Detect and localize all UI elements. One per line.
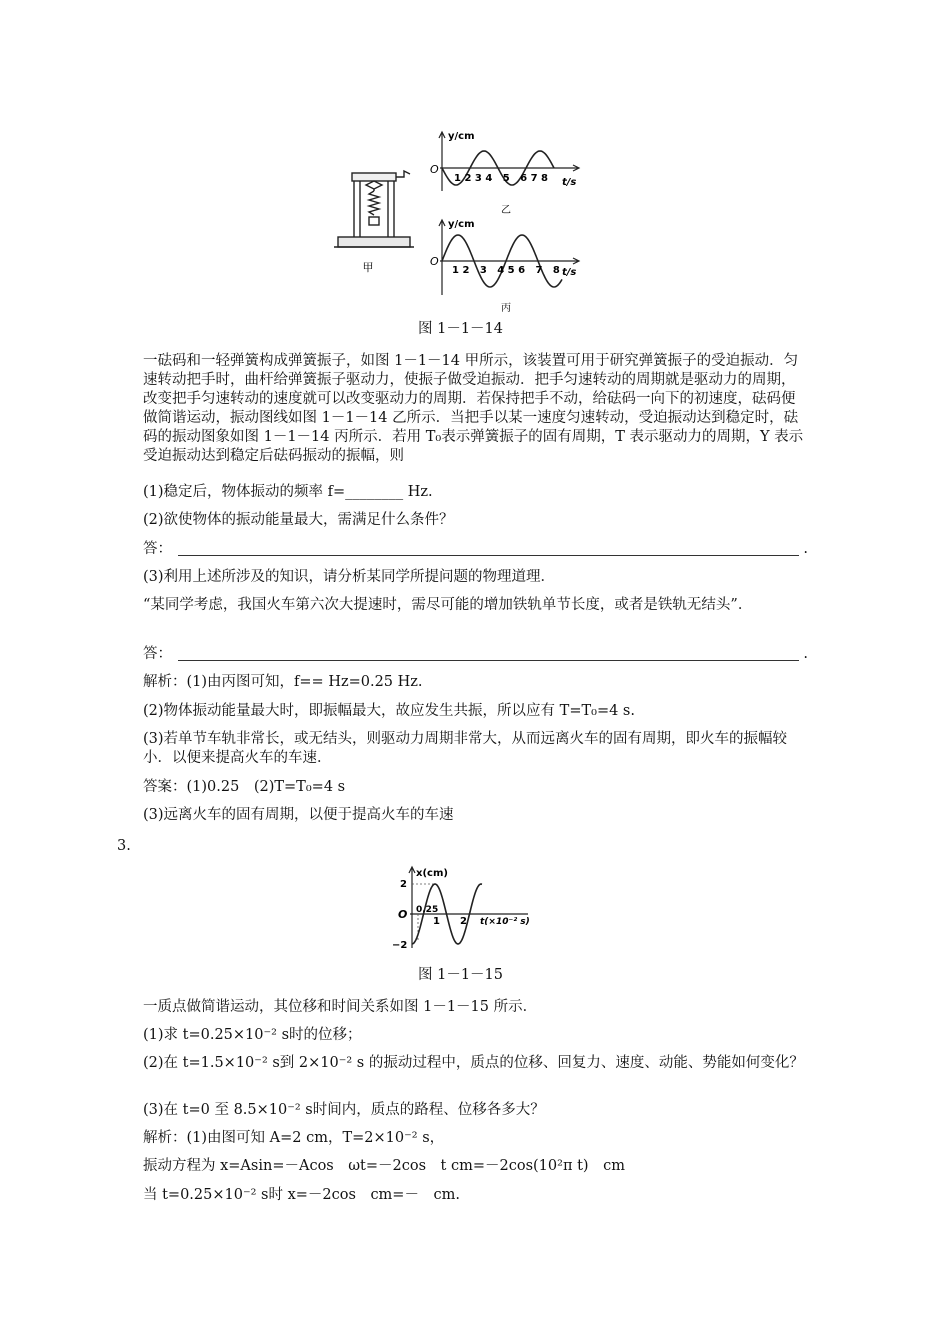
graph-c-ticks: 1 2 3 4 5 6 7 8 bbox=[452, 265, 560, 276]
problem3-number: 3. bbox=[117, 838, 131, 854]
graph-c-xlabel: t/s bbox=[562, 267, 577, 278]
figure-caption-1-1-15: 图 1－1－15 bbox=[418, 967, 504, 983]
graph-b-ticks: 1 2 3 4 5 6 7 8 bbox=[454, 173, 548, 184]
problem2-question-3: (3)利用上述所涉及的知识，请分析某同学所提问题的物理道理． bbox=[143, 569, 556, 585]
answer-end: . bbox=[803, 646, 808, 662]
problem3-question-1: (1)求 t=0.25×10⁻² s时的位移； bbox=[143, 1027, 362, 1043]
figure-caption-1-1-14: 图 1－1－14 bbox=[418, 321, 504, 337]
vibration-graph-c bbox=[430, 219, 579, 314]
problem3-solution-2: 振动方程为 x=Asin=－Acos ωt=－2cos t cm=－2cos(10²π t) cm bbox=[143, 1158, 625, 1174]
graph15-ytop: 2 bbox=[400, 879, 407, 890]
problem2-question-2: (2)欲使物体的振动能量最大，需满足什么条件？ bbox=[143, 512, 454, 528]
graph15-t-1: 1 bbox=[433, 916, 440, 927]
figure-1-1-15 bbox=[390, 862, 540, 960]
spring-oscillator-apparatus bbox=[334, 171, 414, 247]
problem2-intro: 一砝码和一轻弹簧构成弹簧振子，如图 1－1－14 甲所示，该装置可用于研究弹簧振子的受迫振动．匀速转动把手时，曲杆给弹簧振子驱动力，使振子做受迫振动．把手匀速转动的周期就是驱动力的周期，改变把手匀速转动的速度就可以改变驱动力的周期．若保持把手不动，给砝码一向下的初速度，砝码便做简谐运动，振动图线如图 1－1－14 乙所示．当把手以某一速度匀速转动，受迫振动达到稳定时，砝码的振动图象如图 1－1－14 丙所示．若用 T₀表示弹簧振子的固有周期，T 表示驱动力的周期，Y 表示受迫振动达到稳定后砝码振动的振幅，则 bbox=[143, 353, 804, 464]
answer-end: . bbox=[803, 541, 808, 557]
problem3-question-3: (3)在 t=0 至 8.5×10⁻² s时间内，质点的路程、位移各多大？ bbox=[143, 1102, 545, 1118]
problem3-solution-1: 解析：(1)由图可知 A=2 cm，T=2×10⁻² s， bbox=[143, 1130, 445, 1146]
graph15-ybottom: −2 bbox=[392, 940, 408, 951]
problem2-question-1: (1)稳定后，物体振动的频率 f=________ Hz. bbox=[143, 484, 433, 500]
graph-c-label: 丙 bbox=[501, 303, 511, 314]
graph-b-origin: O bbox=[430, 163, 439, 176]
graph15-origin: O bbox=[398, 908, 408, 921]
problem2-solution-3: (3)若单节车轨非常长，或无结头，则驱动力周期非常大，从而远离火车的固有周期，即火车的振幅较小．以便来提高火车的车速． bbox=[143, 731, 788, 766]
graph15-ylabel: x(cm) bbox=[416, 868, 448, 879]
graph-c-ylabel: y/cm bbox=[448, 219, 475, 230]
problem3-solution-3: 当 t=0.25×10⁻² s时 x=－2cos cm=－ cm. bbox=[143, 1187, 460, 1203]
problem3-question-2: (2)在 t=1.5×10⁻² s到 2×10⁻² s 的振动过程中，质点的位移、回复力、速度、动能、势能如何变化？ bbox=[143, 1055, 804, 1071]
vibration-graph-b bbox=[430, 131, 579, 216]
graph15-t-2: 2 bbox=[460, 916, 467, 927]
answer-label: 答： bbox=[143, 646, 172, 662]
graph-b-label: 乙 bbox=[501, 205, 511, 216]
answer-blank bbox=[178, 541, 799, 556]
problem2-solution-2: (2)物体振动能量最大时，即振幅最大，故应发生共振，所以应有 T=T₀=4 s. bbox=[143, 703, 635, 719]
problem3-intro: 一质点做简谐运动，其位移和时间关系如图 1－1－15 所示． bbox=[143, 999, 538, 1015]
figure-1-1-14 bbox=[330, 125, 600, 315]
problem2-solution-1: 解析：(1)由丙图可知，f== Hz=0.25 Hz. bbox=[143, 674, 423, 690]
problem2-answer-1: 答案：(1)0.25 (2)T=T₀=4 s bbox=[143, 779, 346, 795]
problem2-quote: “某同学考虑，我国火车第六次大提速时，需尽可能的增加铁轨单节长度，或者是铁轨无结头”． bbox=[143, 597, 753, 613]
graph15-xlabel: t(×10⁻² s) bbox=[480, 917, 530, 927]
answer-blank bbox=[178, 646, 799, 661]
graph-b-xlabel: t/s bbox=[562, 177, 577, 188]
graph-c-origin: O bbox=[430, 255, 439, 268]
apparatus-label: 甲 bbox=[362, 261, 374, 274]
graph-b-ylabel: y/cm bbox=[448, 131, 475, 142]
answer-line-3 bbox=[143, 645, 808, 664]
answer-label: 答： bbox=[143, 541, 172, 557]
problem2-answer-2: (3)远离火车的固有周期，以便于提高火车的车速 bbox=[143, 807, 454, 823]
answer-line-2 bbox=[143, 540, 808, 559]
graph15-t-025: 0.25 bbox=[416, 905, 439, 915]
